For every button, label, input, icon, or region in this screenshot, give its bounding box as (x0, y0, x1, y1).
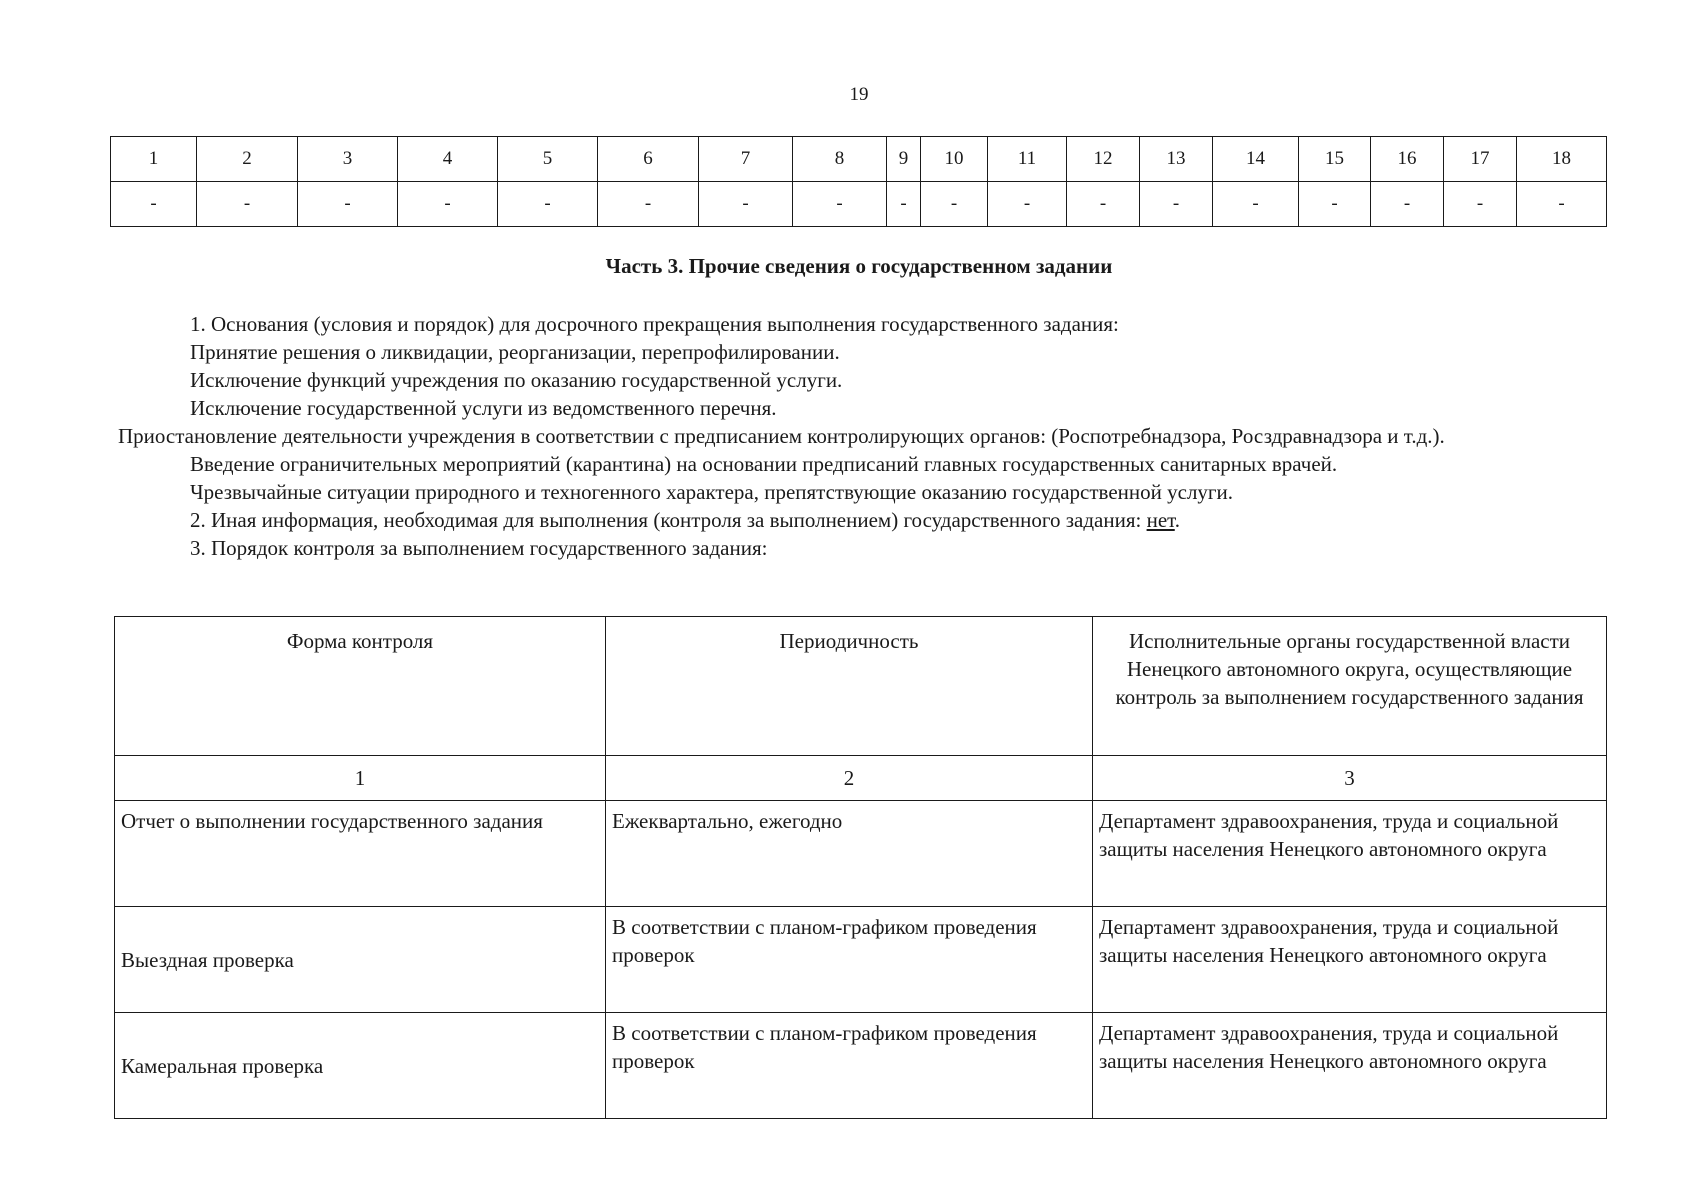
control-header-period: Периодичность (606, 617, 1093, 756)
indicator-value-cell: - (887, 182, 921, 227)
indicator-value-cell: - (1067, 182, 1140, 227)
other-info-text: 2. Иная информация, необходимая для выполнения (контроля за выполнением) государственного задания: (190, 508, 1147, 532)
section-body (118, 310, 1603, 562)
indicator-value-cell: - (699, 182, 793, 227)
control-table (114, 616, 1607, 1119)
indicator-value-cell: - (1299, 182, 1371, 227)
indicator-value-cell: - (1517, 182, 1607, 227)
control-period-cell: Ежеквартально, ежегодно (606, 801, 1093, 907)
indicator-value-cell: - (197, 182, 298, 227)
indicator-header-cell: 8 (793, 137, 887, 182)
indicator-value-cell: - (1140, 182, 1213, 227)
indicator-header-cell: 12 (1067, 137, 1140, 182)
indicator-header-cell: 10 (921, 137, 988, 182)
indicator-header-cell: 1 (111, 137, 197, 182)
indicator-table (110, 136, 1607, 227)
indicator-value-cell: - (598, 182, 699, 227)
table-row (115, 801, 1607, 907)
indicator-header-row (111, 137, 1607, 182)
control-form-cell: Отчет о выполнении государственного задания (115, 801, 606, 907)
indicator-header-cell: 16 (1371, 137, 1444, 182)
control-period-cell: В соответствии с планом-графиком проведения проверок (606, 1013, 1093, 1119)
indicator-value-cell: - (1213, 182, 1299, 227)
indicator-value-cell: - (111, 182, 197, 227)
control-header-authority: Исполнительные органы государственной власти Ненецкого автономного округа, осуществляющие контроль за выполнением государственного задания (1093, 617, 1607, 756)
paragraph-control-order: 3. Порядок контроля за выполнением государственного задания: (190, 536, 768, 560)
control-column-number: 3 (1093, 756, 1607, 801)
paragraph-service-exclusion: Исключение государственной услуги из ведомственного перечня. (190, 396, 777, 420)
control-column-number: 2 (606, 756, 1093, 801)
indicator-header-cell: 11 (988, 137, 1067, 182)
indicator-header-cell: 5 (498, 137, 598, 182)
control-form-cell: Выездная проверка (115, 907, 606, 1013)
control-form-cell: Камеральная проверка (115, 1013, 606, 1119)
control-authority-cell: Департамент здравоохранения, труда и социальной защиты населения Ненецкого автономного округа (1093, 801, 1607, 907)
indicator-header-cell: 17 (1444, 137, 1517, 182)
indicator-header-cell: 13 (1140, 137, 1213, 182)
control-authority-cell: Департамент здравоохранения, труда и социальной защиты населения Ненецкого автономного округа (1093, 907, 1607, 1013)
indicator-value-cell: - (793, 182, 887, 227)
indicator-header-cell: 9 (887, 137, 921, 182)
indicator-header-cell: 15 (1299, 137, 1371, 182)
indicator-value-cell: - (1371, 182, 1444, 227)
indicator-value-cell: - (1444, 182, 1517, 227)
control-header-form: Форма контроля (115, 617, 606, 756)
control-authority-cell: Департамент здравоохранения, труда и социальной защиты населения Ненецкого автономного округа (1093, 1013, 1607, 1119)
indicator-header-cell: 18 (1517, 137, 1607, 182)
indicator-value-cell: - (498, 182, 598, 227)
indicator-header-cell: 14 (1213, 137, 1299, 182)
indicator-header-cell: 2 (197, 137, 298, 182)
indicator-value-row (111, 182, 1607, 227)
page-number: 19 (849, 84, 869, 105)
indicator-value-cell: - (921, 182, 988, 227)
paragraph-quarantine: Введение ограничительных мероприятий (карантина) на основании предписаний главных государственных санитарных врачей. (190, 452, 1338, 476)
other-info-end: . (1174, 508, 1180, 532)
control-table-number-row (115, 756, 1607, 801)
indicator-header-cell: 3 (298, 137, 398, 182)
indicator-value-cell: - (988, 182, 1067, 227)
section-title: Часть 3. Прочие сведения о государственном задании (605, 254, 1113, 278)
paragraph-liquidation: Принятие решения о ликвидации, реорганизации, перепрофилировании. (190, 340, 840, 364)
paragraph-other-info (118, 506, 1603, 534)
control-column-number: 1 (115, 756, 606, 801)
paragraph-emergency: Чрезвычайные ситуации природного и техногенного характера, препятствующие оказанию государственной услуги. (190, 480, 1234, 504)
table-row (115, 1013, 1607, 1119)
indicator-header-cell: 6 (598, 137, 699, 182)
table-row (115, 907, 1607, 1013)
other-info-value: нет (1146, 508, 1175, 532)
indicator-value-cell: - (398, 182, 498, 227)
indicator-value-cell: - (298, 182, 398, 227)
paragraph-suspension: Приостановление деятельности учреждения в соответствии с предписанием контролирующих органов: (Роспотребнадзора, Росздравнадзора и т.д.). (118, 424, 1445, 448)
paragraph-grounds: 1. Основания (условия и порядок) для досрочного прекращения выполнения государственного задания: (190, 312, 1119, 336)
indicator-header-cell: 4 (398, 137, 498, 182)
paragraph-function-exclusion: Исключение функций учреждения по оказанию государственной услуги. (190, 368, 843, 392)
control-table-header-row (115, 617, 1607, 756)
control-period-cell: В соответствии с планом-графиком проведения проверок (606, 907, 1093, 1013)
indicator-header-cell: 7 (699, 137, 793, 182)
